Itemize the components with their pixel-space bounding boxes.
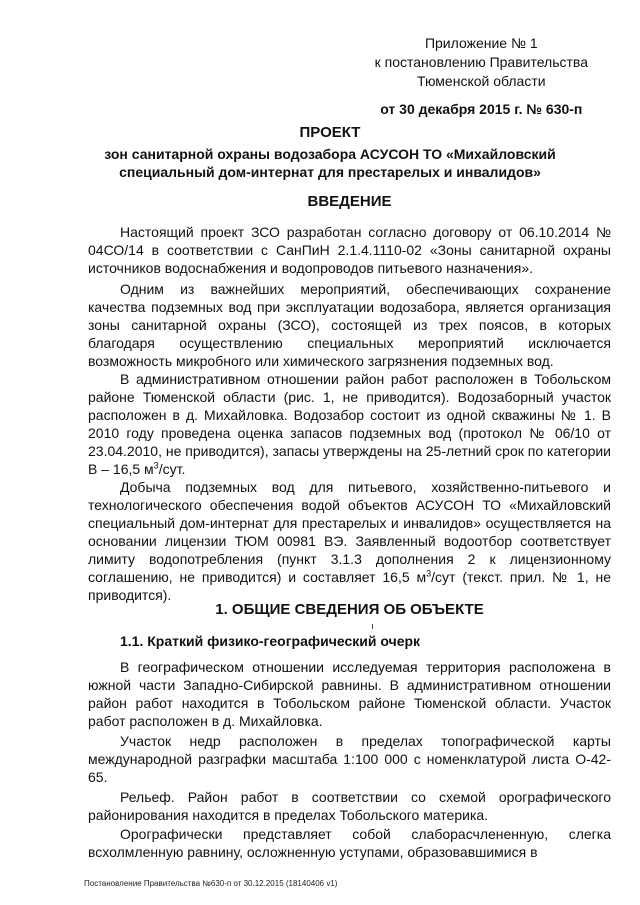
intro-paragraph-4	[88, 478, 611, 604]
appendix-region: Тюменской области	[417, 73, 546, 89]
appendix-header	[375, 34, 588, 119]
appendix-date: от 30 декабря 2015 г. № 630-п	[380, 101, 583, 117]
intro-paragraph-2: Одним из важнейших мероприятий, обеспечивающих сохранение качества подземных вод при эксплуатации водозабора, является организация зоны санитарной охраны (ЗСО), состоящей из трех поясов, в которых благодаря осуществлению специальных мероприятий исключается возможность микробного или химического загрязнения подземных вод.	[88, 281, 611, 369]
intro-p3-end: /сут.	[158, 461, 186, 477]
section1-paragraph-1: В географическом отношении исследуемая территория расположена в южной части Западно-Сибирской равнины. В административном отношении район работ находится в Тобольском районе Тюменской области. Участок работ расположен в д. Михайловка.	[88, 659, 611, 729]
appendix-decree: к постановлению Правительства	[374, 54, 588, 70]
appendix-number: Приложение № 1	[424, 35, 538, 51]
page-footer: Постановление Правительства №630-п от 30.12.2015 (18140406 v1)	[84, 879, 338, 888]
section1-paragraph-3: Рельеф. Район работ в соответствии со схемой орографического районирования находится в пределах Тобольского материка.	[88, 789, 611, 823]
intro-heading: ВВЕДЕНИЕ	[307, 193, 392, 210]
stray-mark	[372, 624, 373, 629]
section-1-heading: 1. ОБЩИЕ СВЕДЕНИЯ ОБ ОБЪЕКТЕ	[215, 601, 484, 618]
intro-p4-sup: 3	[426, 568, 432, 579]
project-title-line1: зон санитарной охраны водозабора АСУСОН ТО «Михайловский	[104, 146, 556, 162]
project-title-line2: специальный дом-интернат для престарелых и инвалидов»	[119, 164, 541, 180]
section1-paragraph-4: Орографически представляет собой слаборасчлененную, слегка всхолмленную равнину, осложненную уступами, образовавшимися в	[88, 826, 611, 860]
subsection-1-1-heading: 1.1. Краткий физико-географический очерк	[120, 633, 421, 649]
section1-paragraph-2: Участок недр расположен в пределах топографической карты международной разграфки масштаба 1:100 000 с номенклатурой листа О-42-65.	[88, 733, 611, 785]
intro-p3-text: В административном отношении район работ расположен в Тобольском районе Тюменской области (рис. 1, не приводится). Водозаборный участок расположен в д. Михайловка. Водозабор состоит из одной скважины № 1. В 2010 году проведена оценка запасов подземных вод (протокол № 06/10 от 23.04.2010, не приводится), запасы утверждены на 25-летний срок по категории В – 16,5 м	[88, 371, 611, 477]
intro-p4-end: /сут (текст. прил. № 1, не приводится).	[88, 569, 611, 603]
intro-paragraph-1: Настоящий проект ЗСО разработан согласно договору от 06.10.2014 № 04СО/14 в соответствии с СанПиН 2.1.4.1110-02 «Зоны санитарной охраны источников водоснабжения и водопроводов питьевого назначения».	[88, 224, 611, 276]
intro-paragraph-3	[88, 370, 611, 478]
intro-p3-sup: 3	[153, 460, 159, 471]
project-title	[70, 124, 590, 181]
intro-p4-text: Добыча подземных вод для питьевого, хозяйственно-питьевого и технологического обеспечения водой объектов АСУСОН ТО «Михайловский специальный дом-интернат для престарелых и инвалидов» осуществляется на основании лицензии ТЮМ 00981 ВЭ. Заявленный водоотбор соответствует лимиту водопотребления (пункт 3.1.3 дополнения 2 к лицензионному соглашению, не приводится) и составляет 16,5 м	[88, 479, 611, 585]
project-heading: ПРОЕКТ	[299, 124, 361, 141]
